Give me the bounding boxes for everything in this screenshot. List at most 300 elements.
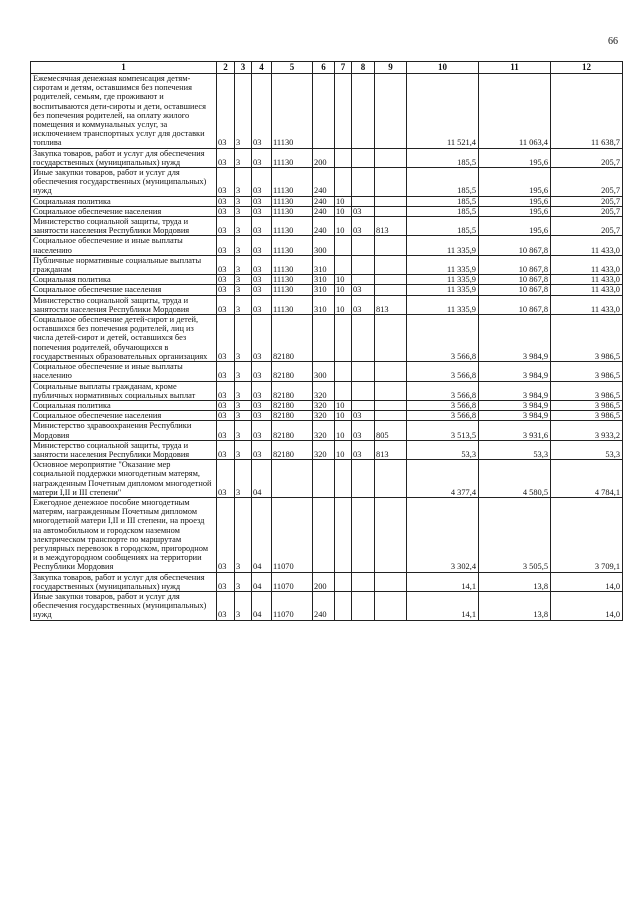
amount-year2-cell: 10 867,8 <box>479 285 551 295</box>
amount-year2-cell: 195,6 <box>479 217 551 236</box>
direction-cell: 82180 <box>272 381 313 400</box>
ministry-code-cell: 805 <box>375 421 407 440</box>
subsection-cell <box>352 315 375 362</box>
section-cell <box>335 497 352 572</box>
row-description: Иные закупки товаров, работ и услуг для обеспечения государственных (муниципальных) нужд <box>31 591 217 620</box>
amount-year3-cell: 11 433,0 <box>551 275 623 285</box>
kvsr-cell: 03 <box>217 411 235 421</box>
amount-year2-cell: 11 063,4 <box>479 74 551 149</box>
page-number: 66 <box>608 36 618 47</box>
expense-type-cell: 240 <box>313 196 335 206</box>
column-header: 7 <box>335 62 352 74</box>
section-cell: 10 <box>335 217 352 236</box>
column-header: 12 <box>551 62 623 74</box>
subprogram-cell: 04 <box>252 460 272 498</box>
column-header: 8 <box>352 62 375 74</box>
amount-year1-cell: 11 335,9 <box>407 275 479 285</box>
section-cell <box>335 362 352 381</box>
kvsr-cell: 03 <box>217 236 235 255</box>
amount-year1-cell: 14,1 <box>407 572 479 591</box>
direction-cell: 11130 <box>272 285 313 295</box>
subsection-cell: 03 <box>352 206 375 216</box>
row-description: Социальное обеспечение населения <box>31 411 217 421</box>
expense-type-cell: 320 <box>313 440 335 459</box>
amount-year3-cell: 205,7 <box>551 217 623 236</box>
kvsr-cell: 03 <box>217 591 235 620</box>
amount-year1-cell: 4 377,4 <box>407 460 479 498</box>
subsection-cell <box>352 236 375 255</box>
expense-type-cell: 310 <box>313 275 335 285</box>
row-description: Министерство здравоохранения Республики Мордовия <box>31 421 217 440</box>
row-description: Министерство социальной защиты, труда и занятости населения Республики Мордовия <box>31 440 217 459</box>
section-cell <box>335 460 352 498</box>
section-cell <box>335 255 352 274</box>
direction-cell: 82180 <box>272 362 313 381</box>
program-cell: 3 <box>235 381 252 400</box>
amount-year2-cell: 10 867,8 <box>479 236 551 255</box>
subprogram-cell: 03 <box>252 148 272 167</box>
table-row <box>31 285 623 295</box>
table-row <box>31 217 623 236</box>
subprogram-cell: 03 <box>252 381 272 400</box>
row-description: Социальное обеспечение и иные выплаты населению <box>31 236 217 255</box>
subsection-cell <box>352 400 375 410</box>
ministry-code-cell <box>375 206 407 216</box>
subprogram-cell: 03 <box>252 74 272 149</box>
amount-year2-cell: 13,8 <box>479 591 551 620</box>
row-description: Министерство социальной защиты, труда и занятости населения Республики Мордовия <box>31 295 217 314</box>
kvsr-cell: 03 <box>217 168 235 197</box>
amount-year3-cell: 11 433,0 <box>551 255 623 274</box>
direction-cell: 11130 <box>272 206 313 216</box>
row-description: Ежемесячная денежная компенсация детям-сиротам и детям, оставшимся без попечения родителей, семьям, где проживают и воспитываются дети-сироты и дети, оставшиеся без попечения родителей, на оплату жилого помещения и коммунальных услуг, за исключением транспортных услуг для доставки топлива <box>31 74 217 149</box>
direction-cell: 11130 <box>272 196 313 206</box>
amount-year2-cell: 3 984,9 <box>479 411 551 421</box>
amount-year3-cell: 205,7 <box>551 196 623 206</box>
column-header: 9 <box>375 62 407 74</box>
direction-cell: 82180 <box>272 315 313 362</box>
section-cell: 10 <box>335 421 352 440</box>
program-cell: 3 <box>235 315 252 362</box>
table-row <box>31 381 623 400</box>
amount-year1-cell: 11 335,9 <box>407 295 479 314</box>
program-cell: 3 <box>235 421 252 440</box>
direction-cell: 11130 <box>272 217 313 236</box>
subsection-cell <box>352 74 375 149</box>
section-cell: 10 <box>335 411 352 421</box>
expense-type-cell <box>313 74 335 149</box>
column-header: 1 <box>31 62 217 74</box>
section-cell <box>335 168 352 197</box>
column-header: 2 <box>217 62 235 74</box>
expense-type-cell: 300 <box>313 362 335 381</box>
amount-year3-cell: 3 986,5 <box>551 381 623 400</box>
subprogram-cell: 03 <box>252 196 272 206</box>
column-header: 4 <box>252 62 272 74</box>
amount-year3-cell: 53,3 <box>551 440 623 459</box>
amount-year3-cell: 11 638,7 <box>551 74 623 149</box>
amount-year1-cell: 185,5 <box>407 217 479 236</box>
amount-year2-cell: 3 984,9 <box>479 315 551 362</box>
subsection-cell <box>352 591 375 620</box>
ministry-code-cell <box>375 497 407 572</box>
program-cell: 3 <box>235 440 252 459</box>
kvsr-cell: 03 <box>217 497 235 572</box>
expense-type-cell: 320 <box>313 411 335 421</box>
row-description: Социальное обеспечение населения <box>31 206 217 216</box>
program-cell: 3 <box>235 362 252 381</box>
table-row <box>31 236 623 255</box>
kvsr-cell: 03 <box>217 285 235 295</box>
row-description: Социальное обеспечение детей-сирот и детей, оставшихся без попечения родителей, лиц из числа детей-сирот и детей, оставшихся без попечения родителей, обучающихся в государственных образовательных организациях <box>31 315 217 362</box>
section-cell: 10 <box>335 196 352 206</box>
row-description: Социальное обеспечение и иные выплаты населению <box>31 362 217 381</box>
table-row <box>31 74 623 149</box>
kvsr-cell: 03 <box>217 362 235 381</box>
subprogram-cell: 03 <box>252 400 272 410</box>
amount-year2-cell: 3 984,9 <box>479 362 551 381</box>
row-description: Закупка товаров, работ и услуг для обеспечения государственных (муниципальных) нужд <box>31 572 217 591</box>
amount-year1-cell: 3 302,4 <box>407 497 479 572</box>
kvsr-cell: 03 <box>217 315 235 362</box>
table-row <box>31 315 623 362</box>
ministry-code-cell <box>375 285 407 295</box>
ministry-code-cell: 813 <box>375 295 407 314</box>
direction-cell: 11130 <box>272 168 313 197</box>
direction-cell: 11130 <box>272 295 313 314</box>
amount-year1-cell: 53,3 <box>407 440 479 459</box>
ministry-code-cell <box>375 196 407 206</box>
row-description: Министерство социальной защиты, труда и занятости населения Республики Мордовия <box>31 217 217 236</box>
amount-year2-cell: 4 580,5 <box>479 460 551 498</box>
row-description: Социальная политика <box>31 196 217 206</box>
subprogram-cell: 03 <box>252 255 272 274</box>
amount-year1-cell: 3 513,5 <box>407 421 479 440</box>
direction-cell: 11070 <box>272 591 313 620</box>
table-row <box>31 572 623 591</box>
ministry-code-cell <box>375 168 407 197</box>
kvsr-cell: 03 <box>217 381 235 400</box>
amount-year1-cell: 11 335,9 <box>407 255 479 274</box>
amount-year3-cell: 3 986,5 <box>551 362 623 381</box>
direction-cell: 11070 <box>272 572 313 591</box>
subsection-cell <box>352 168 375 197</box>
program-cell: 3 <box>235 275 252 285</box>
amount-year2-cell: 10 867,8 <box>479 255 551 274</box>
amount-year2-cell: 3 984,9 <box>479 381 551 400</box>
amount-year2-cell: 13,8 <box>479 572 551 591</box>
ministry-code-cell <box>375 460 407 498</box>
amount-year3-cell: 11 433,0 <box>551 236 623 255</box>
kvsr-cell: 03 <box>217 217 235 236</box>
table-row <box>31 421 623 440</box>
program-cell: 3 <box>235 572 252 591</box>
subsection-cell <box>352 148 375 167</box>
amount-year2-cell: 3 984,9 <box>479 400 551 410</box>
table-row <box>31 275 623 285</box>
expense-type-cell: 320 <box>313 381 335 400</box>
table-row <box>31 148 623 167</box>
amount-year2-cell: 10 867,8 <box>479 275 551 285</box>
section-cell: 10 <box>335 295 352 314</box>
amount-year1-cell: 11 521,4 <box>407 74 479 149</box>
column-header: 11 <box>479 62 551 74</box>
direction-cell: 11130 <box>272 236 313 255</box>
expense-type-cell: 240 <box>313 168 335 197</box>
program-cell: 3 <box>235 168 252 197</box>
subprogram-cell: 03 <box>252 217 272 236</box>
subsection-cell: 03 <box>352 217 375 236</box>
amount-year3-cell: 3 986,5 <box>551 411 623 421</box>
subsection-cell: 03 <box>352 411 375 421</box>
subprogram-cell: 03 <box>252 315 272 362</box>
kvsr-cell: 03 <box>217 275 235 285</box>
kvsr-cell: 03 <box>217 295 235 314</box>
row-description: Основное мероприятие "Оказание мер социальной поддержки многодетным матерям, награжденным Почетным дипломом многодетной матери I,II и III степени" <box>31 460 217 498</box>
section-cell <box>335 74 352 149</box>
program-cell: 3 <box>235 400 252 410</box>
row-description: Закупка товаров, работ и услуг для обеспечения государственных (муниципальных) нужд <box>31 148 217 167</box>
amount-year3-cell: 3 986,5 <box>551 400 623 410</box>
direction-cell <box>272 460 313 498</box>
program-cell: 3 <box>235 196 252 206</box>
amount-year1-cell: 185,5 <box>407 168 479 197</box>
subsection-cell <box>352 275 375 285</box>
ministry-code-cell <box>375 236 407 255</box>
kvsr-cell: 03 <box>217 440 235 459</box>
subprogram-cell: 03 <box>252 421 272 440</box>
amount-year3-cell: 14,0 <box>551 591 623 620</box>
expense-type-cell: 320 <box>313 421 335 440</box>
table-row <box>31 440 623 459</box>
program-cell: 3 <box>235 148 252 167</box>
amount-year3-cell: 3 709,1 <box>551 497 623 572</box>
subsection-cell: 03 <box>352 421 375 440</box>
program-cell: 3 <box>235 460 252 498</box>
subprogram-cell: 03 <box>252 440 272 459</box>
amount-year1-cell: 3 566,8 <box>407 381 479 400</box>
table-row <box>31 497 623 572</box>
subsection-cell <box>352 497 375 572</box>
row-description: Иные закупки товаров, работ и услуг для обеспечения государственных (муниципальных) нужд <box>31 168 217 197</box>
table-row <box>31 196 623 206</box>
expense-type-cell: 200 <box>313 148 335 167</box>
ministry-code-cell: 813 <box>375 217 407 236</box>
table-row <box>31 411 623 421</box>
section-cell <box>335 591 352 620</box>
amount-year3-cell: 205,7 <box>551 148 623 167</box>
amount-year1-cell: 11 335,9 <box>407 285 479 295</box>
ministry-code-cell <box>375 572 407 591</box>
expense-type-cell: 310 <box>313 255 335 274</box>
amount-year1-cell: 185,5 <box>407 206 479 216</box>
ministry-code-cell <box>375 74 407 149</box>
amount-year1-cell: 185,5 <box>407 196 479 206</box>
program-cell: 3 <box>235 497 252 572</box>
kvsr-cell: 03 <box>217 572 235 591</box>
row-description: Социальная политика <box>31 275 217 285</box>
amount-year1-cell: 185,5 <box>407 148 479 167</box>
amount-year3-cell: 14,0 <box>551 572 623 591</box>
expense-type-cell: 300 <box>313 236 335 255</box>
expense-type-cell <box>313 497 335 572</box>
program-cell: 3 <box>235 255 252 274</box>
expense-type-cell <box>313 460 335 498</box>
subsection-cell <box>352 362 375 381</box>
program-cell: 3 <box>235 411 252 421</box>
amount-year3-cell: 4 784,1 <box>551 460 623 498</box>
ministry-code-cell <box>375 362 407 381</box>
kvsr-cell: 03 <box>217 400 235 410</box>
amount-year3-cell: 3 986,5 <box>551 315 623 362</box>
subsection-cell <box>352 255 375 274</box>
amount-year2-cell: 195,6 <box>479 168 551 197</box>
program-cell: 3 <box>235 295 252 314</box>
table-row <box>31 591 623 620</box>
row-description: Социальное обеспечение населения <box>31 285 217 295</box>
expense-type-cell: 310 <box>313 285 335 295</box>
subsection-cell <box>352 196 375 206</box>
amount-year2-cell: 195,6 <box>479 206 551 216</box>
subprogram-cell: 03 <box>252 411 272 421</box>
section-cell: 10 <box>335 275 352 285</box>
amount-year3-cell: 11 433,0 <box>551 295 623 314</box>
ministry-code-cell: 813 <box>375 440 407 459</box>
amount-year1-cell: 11 335,9 <box>407 236 479 255</box>
direction-cell: 11130 <box>272 148 313 167</box>
subsection-cell: 03 <box>352 285 375 295</box>
subprogram-cell: 03 <box>252 362 272 381</box>
ministry-code-cell <box>375 275 407 285</box>
program-cell: 3 <box>235 591 252 620</box>
section-cell <box>335 572 352 591</box>
direction-cell: 11130 <box>272 255 313 274</box>
ministry-code-cell <box>375 315 407 362</box>
expense-type-cell: 200 <box>313 572 335 591</box>
amount-year1-cell: 3 566,8 <box>407 411 479 421</box>
kvsr-cell: 03 <box>217 206 235 216</box>
table-row <box>31 168 623 197</box>
subprogram-cell: 04 <box>252 591 272 620</box>
program-cell: 3 <box>235 285 252 295</box>
amount-year3-cell: 3 933,2 <box>551 421 623 440</box>
subsection-cell <box>352 460 375 498</box>
section-cell: 10 <box>335 440 352 459</box>
section-cell <box>335 148 352 167</box>
section-cell: 10 <box>335 285 352 295</box>
section-cell: 10 <box>335 206 352 216</box>
program-cell: 3 <box>235 217 252 236</box>
subprogram-cell: 03 <box>252 275 272 285</box>
table-header-row <box>31 62 623 74</box>
amount-year2-cell: 10 867,8 <box>479 295 551 314</box>
ministry-code-cell <box>375 381 407 400</box>
table-row <box>31 362 623 381</box>
table-row <box>31 295 623 314</box>
ministry-code-cell <box>375 591 407 620</box>
subprogram-cell: 03 <box>252 285 272 295</box>
subprogram-cell: 04 <box>252 572 272 591</box>
direction-cell: 11130 <box>272 275 313 285</box>
table-row <box>31 255 623 274</box>
subprogram-cell: 03 <box>252 295 272 314</box>
direction-cell: 82180 <box>272 400 313 410</box>
amount-year1-cell: 14,1 <box>407 591 479 620</box>
section-cell <box>335 315 352 362</box>
ministry-code-cell <box>375 148 407 167</box>
amount-year2-cell: 53,3 <box>479 440 551 459</box>
section-cell <box>335 381 352 400</box>
kvsr-cell: 03 <box>217 255 235 274</box>
expense-type-cell <box>313 315 335 362</box>
subsection-cell <box>352 381 375 400</box>
subsection-cell: 03 <box>352 295 375 314</box>
column-header: 3 <box>235 62 252 74</box>
kvsr-cell: 03 <box>217 196 235 206</box>
direction-cell: 11070 <box>272 497 313 572</box>
row-description: Ежегодное денежное пособие многодетным матерям, награжденным Почетным дипломом многодетной матери I,II и III степени, на проезд на автомобильном и городском наземном электрическом транспорте по маршрутам регулярных перевозок в городском, пригородном и в междугородном сообщениях на территории Республики Мордовия <box>31 497 217 572</box>
amount-year1-cell: 3 566,8 <box>407 315 479 362</box>
direction-cell: 11130 <box>272 74 313 149</box>
direction-cell: 82180 <box>272 421 313 440</box>
expense-type-cell: 240 <box>313 206 335 216</box>
table-row <box>31 460 623 498</box>
ministry-code-cell <box>375 400 407 410</box>
expense-type-cell: 310 <box>313 295 335 314</box>
section-cell: 10 <box>335 400 352 410</box>
budget-table <box>30 61 623 621</box>
ministry-code-cell <box>375 255 407 274</box>
expense-type-cell: 240 <box>313 591 335 620</box>
table-row <box>31 206 623 216</box>
expense-type-cell: 240 <box>313 217 335 236</box>
row-description: Социальная политика <box>31 400 217 410</box>
expense-type-cell: 320 <box>313 400 335 410</box>
amount-year2-cell: 3 505,5 <box>479 497 551 572</box>
program-cell: 3 <box>235 206 252 216</box>
table-row <box>31 400 623 410</box>
amount-year2-cell: 195,6 <box>479 148 551 167</box>
subprogram-cell: 03 <box>252 168 272 197</box>
amount-year1-cell: 3 566,8 <box>407 400 479 410</box>
column-header: 10 <box>407 62 479 74</box>
row-description: Социальные выплаты гражданам, кроме публичных нормативных социальных выплат <box>31 381 217 400</box>
amount-year1-cell: 3 566,8 <box>407 362 479 381</box>
amount-year3-cell: 11 433,0 <box>551 285 623 295</box>
amount-year3-cell: 205,7 <box>551 168 623 197</box>
row-description: Публичные нормативные социальные выплаты гражданам <box>31 255 217 274</box>
kvsr-cell: 03 <box>217 148 235 167</box>
amount-year2-cell: 195,6 <box>479 196 551 206</box>
program-cell: 3 <box>235 236 252 255</box>
ministry-code-cell <box>375 411 407 421</box>
subsection-cell <box>352 572 375 591</box>
section-cell <box>335 236 352 255</box>
subprogram-cell: 03 <box>252 236 272 255</box>
amount-year2-cell: 3 931,6 <box>479 421 551 440</box>
column-header: 6 <box>313 62 335 74</box>
direction-cell: 82180 <box>272 440 313 459</box>
subprogram-cell: 03 <box>252 206 272 216</box>
subsection-cell: 03 <box>352 440 375 459</box>
subprogram-cell: 04 <box>252 497 272 572</box>
column-header: 5 <box>272 62 313 74</box>
amount-year3-cell: 205,7 <box>551 206 623 216</box>
kvsr-cell: 03 <box>217 460 235 498</box>
kvsr-cell: 03 <box>217 74 235 149</box>
program-cell: 3 <box>235 74 252 149</box>
kvsr-cell: 03 <box>217 421 235 440</box>
